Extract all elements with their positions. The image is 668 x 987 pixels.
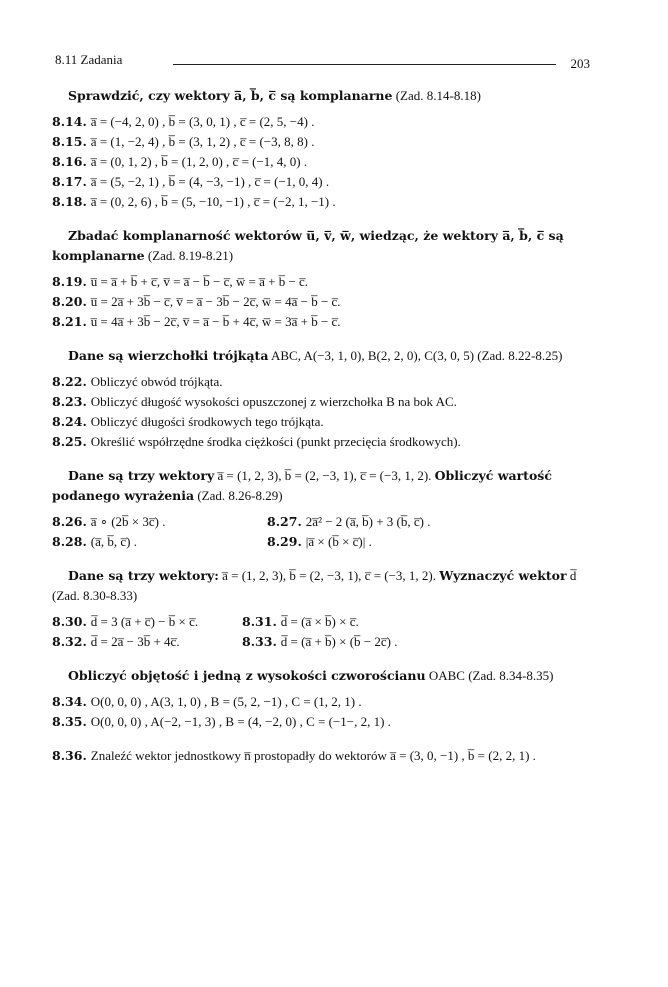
problem-number: 8.36. xyxy=(52,748,87,763)
problem xyxy=(52,272,592,292)
problem-row xyxy=(52,632,592,652)
group-intro xyxy=(52,666,592,686)
problem-group-tetrahedron xyxy=(52,666,592,732)
problem-text: d̅ = (a̅ × b̅) × c̅. xyxy=(280,614,359,629)
page-number: 203 xyxy=(570,56,590,71)
problem-text: a̅ = (0, 1, 2) , b̅ = (1, 2, 0) , c̅ = (−1, 4, 0) . xyxy=(90,154,308,169)
problem-group-triangle xyxy=(52,346,592,452)
problem-number: 8.16. xyxy=(52,154,87,169)
problem-text: d̅ = (a̅ + b̅) × (b̅ − 2c̅) . xyxy=(280,634,398,649)
problem-group-expressions xyxy=(52,466,592,552)
problem xyxy=(242,612,562,632)
problem xyxy=(52,152,592,172)
intro-bold: Zbadać komplanarność wektorów u̅, v̅, w̅, wiedząc, że wektory a̅, b̅, c̅ są komplanarne xyxy=(52,228,564,263)
problem-text: u̅ = a̅ + b̅ + c̅, v̅ = a̅ − b̅ − c̅, w̅ = a̅ + b̅ − c̅. xyxy=(90,274,309,289)
intro-bold: Dane są trzy wektory xyxy=(68,468,215,483)
problem-text: u̅ = 2a̅ + 3b̅ − c̅, v̅ = a̅ − 3b̅ − 2c̅, w̅ = 4a̅ − b̅ − c̅. xyxy=(90,294,341,309)
intro-bold: Dane są trzy wektory: xyxy=(68,568,219,583)
problem-number: 8.25. xyxy=(52,434,87,449)
problem-text: |a̅ × (b̅ × c̅)| . xyxy=(305,534,372,549)
problem-number: 8.33. xyxy=(242,634,277,649)
problem-text: d̅ = 2a̅ − 3b̅ + 4c̅. xyxy=(90,634,180,649)
problem-number: 8.21. xyxy=(52,314,87,329)
problem-number: 8.29. xyxy=(267,534,302,549)
problem-number: 8.22. xyxy=(52,374,87,389)
problem xyxy=(52,532,267,552)
page-header xyxy=(55,52,590,72)
intro-vectors: a̅ = (1, 2, 3), b̅ = (2, −3, 1), c̅ = (−3, 1, 2). xyxy=(214,468,435,483)
intro-bold: Dane są wierzchołki trójkąta xyxy=(68,348,269,363)
intro-rest: OABC (Zad. 8.34-8.35) xyxy=(425,668,554,683)
problem-text: (a̅, b̅, c̅) . xyxy=(90,534,137,549)
problem xyxy=(52,112,592,132)
intro-bold: Obliczyć wartość podanego wyrażenia xyxy=(52,468,552,503)
problem-text: a̅ ∘ (2b̅ × 3c̅) . xyxy=(90,514,166,529)
problem xyxy=(52,312,592,332)
problem-text: O(0, 0, 0) , A(−2, −1, 3) , B = (4, −2, 0) , C = (−1−, 2, 1) . xyxy=(90,714,391,729)
intro-bold: Obliczyć objętość i jedną z wysokości czworościanu xyxy=(68,668,426,683)
header-rule xyxy=(173,64,556,65)
problem xyxy=(242,632,562,652)
intro-rest: (Zad. 8.26-8.29) xyxy=(194,488,283,503)
problem-number: 8.15. xyxy=(52,134,87,149)
problem-row xyxy=(52,532,592,552)
intro-rest: d̅ (Zad. 8.30-8.33) xyxy=(52,568,577,603)
intro-rest: (Zad. 8.14-8.18) xyxy=(392,88,481,103)
problem-text: a̅ = (5, −2, 1) , b̅ = (4, −3, −1) , c̅ = (−1, 0, 4) . xyxy=(90,174,330,189)
problem-text: Obliczyć długość wysokości opuszczonej z wierzchołka B na bok AC. xyxy=(90,394,457,409)
problem-number: 8.30. xyxy=(52,614,87,629)
intro-vectors: a̅ = (1, 2, 3), b̅ = (2, −3, 1), c̅ = (−3, 1, 2). xyxy=(218,568,440,583)
problem xyxy=(52,612,242,632)
problem xyxy=(52,746,592,766)
problem xyxy=(267,512,587,532)
problem-row xyxy=(52,612,592,632)
problem-text: 2a̅² − 2 (a̅, b̅) + 3 (b̅, c̅) . xyxy=(305,514,431,529)
problem-number: 8.17. xyxy=(52,174,87,189)
page-content xyxy=(52,86,592,780)
problem-text: Obliczyć długości środkowych tego trójkąta. xyxy=(90,414,324,429)
group-intro xyxy=(52,346,592,366)
problem-number: 8.34. xyxy=(52,694,87,709)
problem-text: Obliczyć obwód trójkąta. xyxy=(90,374,223,389)
problem-number: 8.32. xyxy=(52,634,87,649)
problem xyxy=(52,412,592,432)
problem xyxy=(52,372,592,392)
problem-text: a̅ = (0, 2, 6) , b̅ = (5, −10, −1) , c̅ = (−2, 1, −1) . xyxy=(90,194,336,209)
problem xyxy=(52,432,592,452)
problem-group-vector-d xyxy=(52,566,592,652)
problem-text: O(0, 0, 0) , A(3, 1, 0) , B = (5, 2, −1) , C = (1, 2, 1) . xyxy=(90,694,362,709)
problem-number: 8.14. xyxy=(52,114,87,129)
problem xyxy=(52,292,592,312)
group-intro xyxy=(52,226,592,266)
intro-rest: ABC, A(−3, 1, 0), B(2, 2, 0), C(3, 0, 5) (Zad. 8.22-8.25) xyxy=(268,348,563,363)
problem-group-uvw xyxy=(52,226,592,332)
intro-rest: (Zad. 8.19-8.21) xyxy=(144,248,234,263)
problem-unit-vector xyxy=(52,746,592,766)
section-title: 8.11 Zadania xyxy=(55,52,123,67)
problem xyxy=(52,172,592,192)
problem xyxy=(267,532,587,552)
group-intro xyxy=(52,86,592,106)
problem xyxy=(52,392,592,412)
problem xyxy=(52,632,242,652)
problem xyxy=(52,712,592,732)
group-intro xyxy=(52,466,592,506)
problem-number: 8.23. xyxy=(52,394,87,409)
problem-text: d̅ = 3 (a̅ + c̅) − b̅ × c̅. xyxy=(90,614,199,629)
intro-bold: Sprawdzić, czy wektory a̅, b̅, c̅ są komplanarne xyxy=(68,88,393,103)
problem xyxy=(52,192,592,212)
problem-group-coplanarity xyxy=(52,86,592,212)
intro-bold: Wyznaczyć wektor xyxy=(439,568,567,583)
problem-row xyxy=(52,512,592,532)
problem xyxy=(52,692,592,712)
problem-number: 8.19. xyxy=(52,274,87,289)
problem-text: Określić współrzędne środka ciężkości (punkt przecięcia środkowych). xyxy=(90,434,461,449)
problem-number: 8.20. xyxy=(52,294,87,309)
problem-number: 8.26. xyxy=(52,514,87,529)
group-intro xyxy=(52,566,592,606)
problem-text: a̅ = (−4, 2, 0) , b̅ = (3, 0, 1) , c̅ = (2, 5, −4) . xyxy=(90,114,315,129)
problem-number: 8.18. xyxy=(52,194,87,209)
problem xyxy=(52,512,267,532)
problem-number: 8.35. xyxy=(52,714,87,729)
problem-text: u̅ = 4a̅ + 3b̅ − 2c̅, v̅ = a̅ − b̅ + 4c̅, w̅ = 3a̅ + b̅ − c̅. xyxy=(90,314,341,329)
problem-number: 8.28. xyxy=(52,534,87,549)
problem xyxy=(52,132,592,152)
problem-number: 8.31. xyxy=(242,614,277,629)
problem-text: Znaleźć wektor jednostkowy n̅ prostopadły do wektorów a̅ = (3, 0, −1) , b̅ = (2, 2, 1) . xyxy=(90,748,536,763)
problem-number: 8.24. xyxy=(52,414,87,429)
problem-text: a̅ = (1, −2, 4) , b̅ = (3, 1, 2) , c̅ = (−3, 8, 8) . xyxy=(90,134,315,149)
problem-number: 8.27. xyxy=(267,514,302,529)
